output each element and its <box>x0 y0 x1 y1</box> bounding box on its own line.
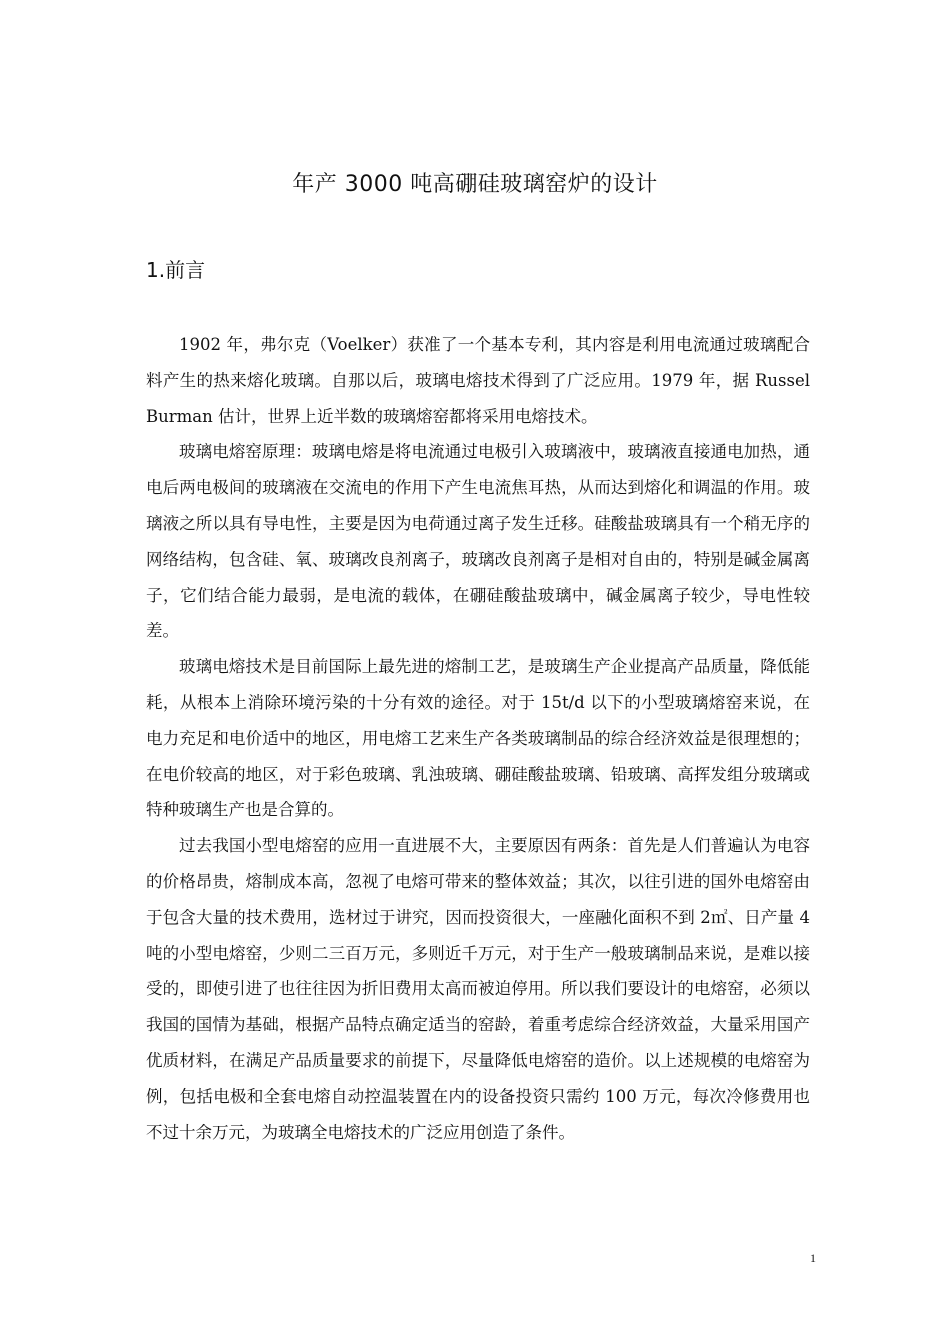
paragraph: 过去我国小型电熔窑的应用一直进展不大，主要原因有两条：首先是人们普遍认为电容的价格昂贵，熔制成本高，忽视了电熔可带来的整体效益；其次，以往引进的国外电熔窑由于包含大量的技术费用，选材过于讲究，因而投资很大，一座融化面积不到 2㎡、日产量 4 吨的小型电熔窑，少则二三百万元，多则近千万元，对于生产一般玻璃制品来说，是难以接受的，即使引进了也往往因为折旧费用太高而被迫停用。所以我们要设计的电熔窑，必须以我国的国情为基础，根据产品特点确定适当的窑龄，着重考虑综合经济效益，大量采用国产优质材料，在满足产品质量要求的前提下，尽量降低电熔窑的造价。以上述规模的电熔窑为例，包括电极和全套电熔自动控温装置在内的设备投资只需约 100 万元，每次冷修费用也不过十余万元，为玻璃全电熔技术的广泛应用创造了条件。 <box>146 836 810 1142</box>
section-heading: 1.前言 <box>146 258 206 282</box>
paragraph: 玻璃电熔技术是目前国际上最先进的熔制工艺，是玻璃生产企业提高产品质量，降低能耗，从根本上消除环境污染的十分有效的途径。对于 15t/d 以下的小型玻璃熔窑来说，在电力充足和电价适中的地区，用电熔工艺来生产各类玻璃制品的综合经济效益是很理想的；在电价较高的地区，对于彩色玻璃、乳浊玻璃、硼硅酸盐玻璃、铅玻璃、高挥发组分玻璃或特种玻璃生产也是合算的。 <box>146 657 810 820</box>
document-title: 年产 3000 吨高硼硅玻璃窑炉的设计 <box>292 172 658 197</box>
paragraph: 1902 年，弗尔克（Voelker）获准了一个基本专利，其内容是利用电流通过玻璃配合料产生的热来熔化玻璃。自那以后，玻璃电熔技术得到了广泛应用。1979 年，据 Russel Burman 估计，世界上近半数的玻璃熔窑都将采用电熔技术。 <box>146 335 810 426</box>
page-number: 1 <box>810 1251 816 1265</box>
body-text <box>146 327 810 1150</box>
paragraph: 玻璃电熔窑原理：玻璃电熔是将电流通过电极引入玻璃液中，玻璃液直接通电加热，通电后两电极间的玻璃液在交流电的作用下产生电流焦耳热，从而达到熔化和调温的作用。玻璃液之所以具有导电性，主要是因为电荷通过离子发生迁移。硅酸盐玻璃具有一个稍无序的网络结构，包含硅、氧、玻璃改良剂离子，玻璃改良剂离子是相对自由的，特别是碱金属离子，它们结合能力最弱，是电流的载体，在硼硅酸盐玻璃中，碱金属离子较少，导电性较差。 <box>146 442 810 641</box>
